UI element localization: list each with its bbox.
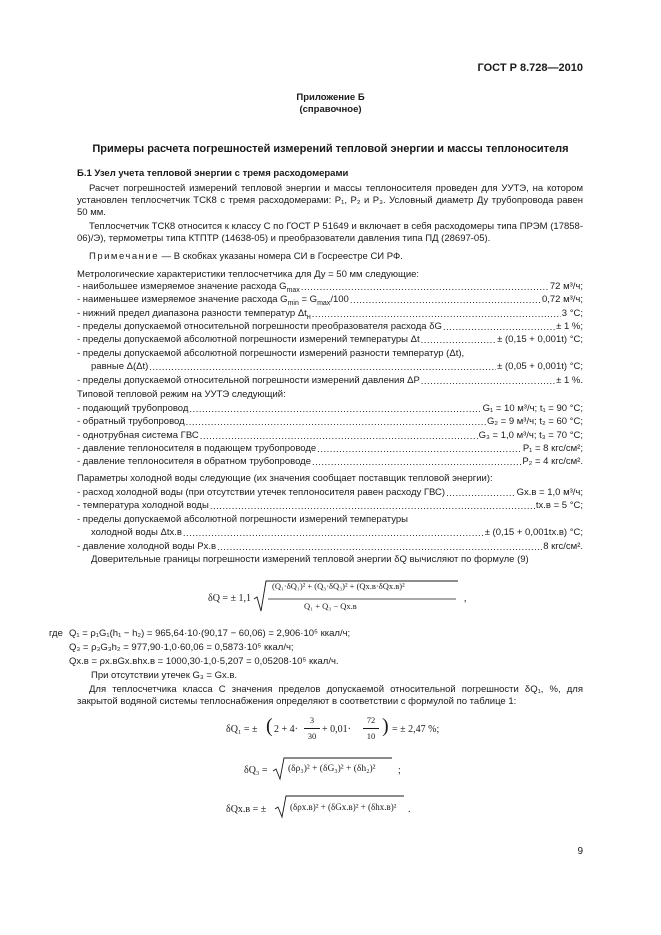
cold-row <box>77 487 583 499</box>
metro-row-sub: max <box>286 286 300 294</box>
formula-q1-term: + 0,01· <box>322 724 351 735</box>
metro-dt-row <box>91 361 583 373</box>
formula-q1-lhs: δQ₁ = ± <box>226 724 258 735</box>
cold-dt-value: ± (0,15 + 0,001tх.в) °С; <box>484 527 583 538</box>
metro-press-row <box>77 375 583 387</box>
metro-row-value: 0,72 м³/ч; <box>541 294 583 305</box>
metro-row-value: 72 м³/ч; <box>549 281 583 292</box>
note <box>77 251 583 263</box>
metro-row-label: - наибольшее измеряемое значение расхода G <box>77 281 287 292</box>
metro-row-value: 3 °С; <box>561 308 583 319</box>
metro-row-label: - нижний предел диапазона разности температур Δt <box>77 308 307 319</box>
formula-9-lhs: δQ = ± 1,1 <box>208 593 252 604</box>
metro-dt-value: ± (0,05 + 0,001t) °С; <box>497 361 583 372</box>
formula-q1-result: = ± 2,47 %; <box>392 724 440 735</box>
confidence-text: Доверительные границы погрешности измерений тепловой энергии δQ вычисляют по формуле (9) <box>91 554 529 565</box>
mode-row <box>77 443 583 455</box>
formula-9-denominator: Q₁ + Q₃ − Qх.в <box>304 601 357 611</box>
formula-q3-lhs: δQ₃ = <box>244 765 268 776</box>
main-title: Примеры расчета погрешностей измерений тепловой энергии и массы теплоносителя <box>92 143 569 155</box>
mode-row-value: G₂ = 9 м³/ч; t₂ = 60 °С; <box>486 416 583 427</box>
metro-intro: Метрологические характеристики теплосчетчика для Ду = 50 мм следующие: <box>77 269 420 280</box>
metro-dt-line1: - пределы допускаемой абсолютной погрешности измерений разности температур (Δt), <box>77 348 465 359</box>
where-line: Q₃ = ρ₃G₃h₂ = 977,90·1,0·60,06 = 0,5873·10⁵ ккал/ч; <box>69 642 294 653</box>
cold-dt-label: холодной воды Δtх.в <box>91 527 182 538</box>
cold-press-value: 8 кгс/см². <box>543 541 583 552</box>
cold-row-label: - расход холодной воды (при отсутствии утечек теплоносителя равен расходу ГВС) <box>77 487 446 498</box>
class-c-text: Для теплосчетчика класса С значения пределов допускаемой относительной погрешности δQ₁, %, для закрытой водяной системы теплоснабжения определяют в соответствии с формулой по таблице 1: <box>77 684 583 707</box>
metro-row-label: - наименьшее измеряемое значение расхода G <box>77 294 288 305</box>
metro-row-mid2: /100 <box>330 294 349 305</box>
note-text: — В скобках указаны номера СИ в Госреестре СИ РФ. <box>159 251 403 262</box>
metro-row-value: ± (0,15 + 0,001t) °С; <box>497 334 583 345</box>
cold-row-value: tх.в = 5 °С; <box>535 500 583 511</box>
formula-qxv-expr: (δρх.в)² + (δGх.в)² + (δhх.в)² <box>290 802 397 812</box>
cold-row <box>77 500 583 512</box>
fraction-bar <box>304 728 320 729</box>
where-line: Qх.в = ρх.вGх.вhх.в = 1000,30·1,0·5,207 = 0,05208·10⁵ ккал/ч. <box>69 656 339 667</box>
formula-q1: δQ₁ = ± ( 2 + 4· 3 30 + 0,01· 72 10 ) = ± 2,47 %; <box>226 715 440 741</box>
mode-row-label: - обратный трубопровод <box>77 416 185 427</box>
metro-press-value: ± 1 %. <box>556 375 583 386</box>
where-line: Q₁ = ρ₁G₁(h₁ − h₂) = 965,64·10·(90,17 − 60,06) = 2,906·10⁵ ккал/ч; <box>69 628 351 639</box>
metro-row <box>77 294 583 306</box>
metro-row <box>77 281 583 293</box>
no-leak-text: При отсутствии утечек G₃ = Gх.в. <box>91 670 238 681</box>
metro-row-sub2: max <box>317 299 331 307</box>
mode-row-label: - однотрубная система ГВС <box>77 430 199 441</box>
mode-row-value: G₃ = 1,0 м³/ч; t₃ = 70 °С; <box>478 430 583 441</box>
mode-row-value: G₁ = 10 м³/ч; t₁ = 90 °С; <box>482 403 583 414</box>
metro-row-sub: min <box>287 299 299 307</box>
mode-row <box>77 430 583 442</box>
cold-press-label: - давление холодной воды Pх.в <box>77 541 217 552</box>
section-title: Б.1 Узел учета тепловой энергии с тремя расходомерами <box>77 168 349 179</box>
mode-row-label: - подающий трубопровод <box>77 403 189 414</box>
mode-row-value: P₂ = 4 кгс/см². <box>522 456 583 467</box>
formula-9-numerator: (Q₁·δQ₁)² + (Q₃·δQ₃)² + (Qх.в·δQх.в)² <box>272 581 405 591</box>
formula-q3-expr: (δρ₃)² + (δG₃)² + (δh₂)² <box>288 764 376 774</box>
cold-row-label: - температура холодной воды <box>77 500 209 511</box>
cold-press-row <box>77 541 583 553</box>
formula-q3: δQ₃ = (δρ₃)² + (δG₃)² + (δh₂)² ; <box>244 756 404 782</box>
cold-dt-line1: - пределы допускаемой абсолютной погрешности измерений температуры <box>77 514 408 525</box>
metro-press-label: - пределы допускаемой относительной погрешности измерений давления ΔP <box>77 375 420 386</box>
page-number: 9 <box>577 846 583 857</box>
cold-dt-row <box>91 527 583 539</box>
appendix-title: Приложение Б <box>296 92 365 103</box>
metro-row-label: - пределы допускаемой абсолютной погрешности измерений температуры Δt <box>77 334 420 345</box>
formula-9: δQ = ± 1,1 (Q₁·δQ₁)² + (Q₃·δQ₃)² + (Qх.в·δQх.в)² Q₁ + Q₃ − Qх.в , <box>208 575 468 619</box>
cold-intro: Параметры холодной воды следующие (их значения сообщает поставщик тепловой энергии): <box>77 473 493 484</box>
mode-row <box>77 403 583 415</box>
formula-q1-term: 2 + 4· <box>274 724 298 735</box>
metro-row-sub: н <box>306 313 311 321</box>
formula-qxv-lhs: δQх.в = ± <box>226 804 267 815</box>
metro-row <box>77 334 583 346</box>
mode-row-value: P₁ = 8 кгс/см²; <box>522 443 583 454</box>
appendix-subtitle: (справочное) <box>299 104 362 115</box>
cold-row-value: Gх.в = 1,0 м³/ч; <box>516 487 583 498</box>
paragraph-2: Теплосчетчик ТСК8 относится к классу С по ГОСТ Р 51649 и включает в себя расходомеры типа ПРЭМ (17858-06)/Э), термометры типа КТПТР (14638-05) и преобразователи давления типа ПД (28697-05). <box>77 221 583 244</box>
fraction-bar <box>363 728 379 729</box>
standard-header: ГОСТ Р 8.728—2010 <box>477 62 583 74</box>
fraction-denominator: 10 <box>366 731 376 741</box>
mode-row-label: - давление теплоносителя в подающем трубопроводе <box>77 443 317 454</box>
where-label: где <box>49 628 63 639</box>
metro-row-label: - пределы допускаемой относительной погрешности преобразователя расхода δG <box>77 321 442 332</box>
formula-qxv: δQх.в = ± (δρх.в)² + (δGх.в)² + (δhх.в)² . <box>226 794 426 820</box>
metro-row <box>77 308 583 320</box>
fraction-denominator: 30 <box>307 731 317 741</box>
mode-row <box>77 416 583 428</box>
mode-row <box>77 456 583 468</box>
metro-row <box>77 321 583 333</box>
paragraph-1: Расчет погрешностей измерений тепловой энергии и массы теплоносителя проведен для УУТЭ, на котором установлен теплосчетчик ТСК8 с тремя расходомерами: P₁, P₂ и P₃. Условный диаметр Ду трубопровода равен 50 мм. <box>77 183 583 218</box>
note-label: Примечание <box>89 251 159 262</box>
metro-row-value: ± 1 %; <box>556 321 583 332</box>
fraction-numerator: 72 <box>366 715 376 725</box>
metro-dt-label: равные Δ(Δt) <box>91 361 149 372</box>
mode-row-label: - давление теплоносителя в обратном трубопроводе <box>77 456 311 467</box>
mode-intro: Типовой тепловой режим на УУТЭ следующий: <box>77 389 286 400</box>
metro-row-mid: = G <box>298 294 318 305</box>
fraction-numerator: 3 <box>309 715 315 725</box>
